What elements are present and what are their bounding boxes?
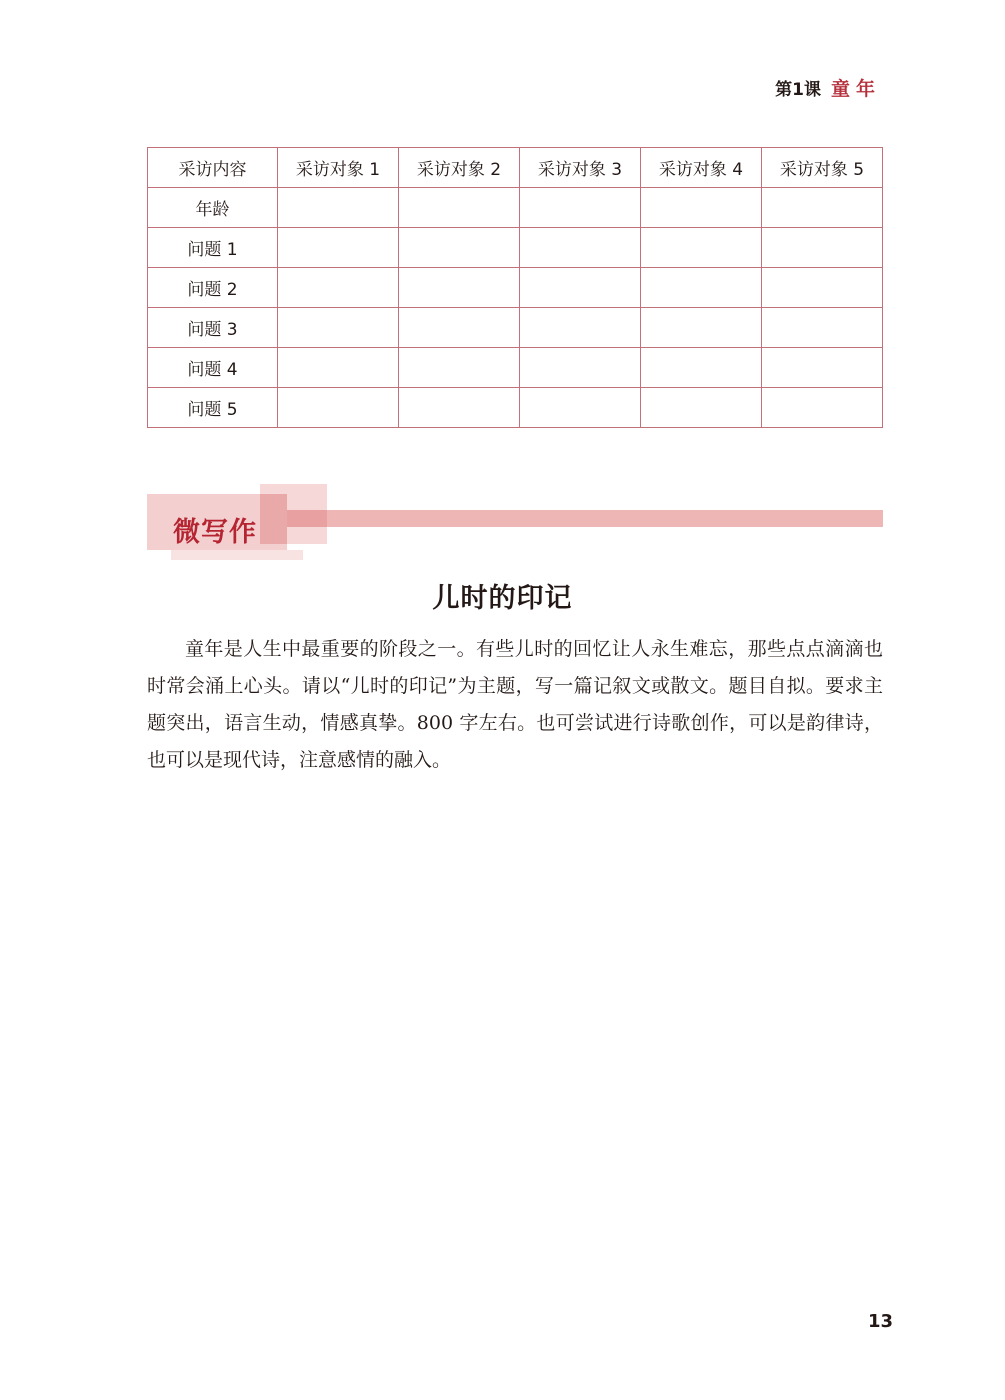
- lesson-number: 第1课: [775, 80, 821, 100]
- table-row: [148, 308, 883, 348]
- table-cell: [641, 228, 762, 268]
- table-cell: [641, 388, 762, 428]
- table-cell: [641, 308, 762, 348]
- essay-prompt: 童年是人生中最重要的阶段之一。有些儿时的回忆让人永生难忘，那些点点滴滴也时常会涌上心头。请以“儿时的印记”为主题，写一篇记叙文或散文。题目自拟。要求主题突出，语言生动，情感真挚。800 字左右。也可尝试进行诗歌创作，可以是韵律诗，也可以是现代诗，注意感情的融入。: [147, 638, 883, 771]
- table-row: [148, 268, 883, 308]
- table-cell: [278, 388, 399, 428]
- table-row: [148, 228, 883, 268]
- essay-title: 儿时的印记: [432, 583, 573, 614]
- table-row: [148, 348, 883, 388]
- row-label: 问题 5: [148, 388, 278, 428]
- table-cell: [278, 188, 399, 228]
- table-cell: [520, 388, 641, 428]
- row-label: 年龄: [148, 188, 278, 228]
- page-header: [775, 74, 881, 101]
- table-cell: [762, 388, 883, 428]
- table-cell: [762, 188, 883, 228]
- row-label: 问题 3: [148, 308, 278, 348]
- table-cell: [399, 188, 520, 228]
- table-cell: [399, 388, 520, 428]
- table-cell: [278, 228, 399, 268]
- table-cell: [762, 308, 883, 348]
- table-cell: [520, 348, 641, 388]
- column-header: 采访对象 1: [278, 148, 399, 188]
- table-cell: [520, 228, 641, 268]
- banner-decoration: [260, 494, 287, 544]
- lesson-title: 童年: [830, 78, 881, 100]
- table-cell: [641, 268, 762, 308]
- column-header: 采访对象 5: [762, 148, 883, 188]
- row-label: 问题 1: [148, 228, 278, 268]
- page-number: 13: [867, 1311, 893, 1332]
- table-cell: [278, 348, 399, 388]
- table-cell: [762, 228, 883, 268]
- table-cell: [399, 268, 520, 308]
- column-header: 采访对象 2: [399, 148, 520, 188]
- banner-decoration: [171, 550, 303, 560]
- table-cell: [762, 348, 883, 388]
- section-banner: [147, 484, 883, 560]
- table-row: [148, 388, 883, 428]
- row-label: 问题 4: [148, 348, 278, 388]
- column-header: 采访对象 3: [520, 148, 641, 188]
- interview-table: [147, 147, 883, 428]
- table-cell: [520, 268, 641, 308]
- row-label: 问题 2: [148, 268, 278, 308]
- table-cell: [399, 308, 520, 348]
- table-row: [148, 188, 883, 228]
- table-cell: [278, 268, 399, 308]
- section-label: 微写作: [173, 517, 257, 548]
- table-cell: [520, 308, 641, 348]
- table-header-row: [148, 148, 883, 188]
- column-header: 采访内容: [148, 148, 278, 188]
- table-cell: [641, 348, 762, 388]
- column-header: 采访对象 4: [641, 148, 762, 188]
- banner-bar: [287, 510, 883, 527]
- table-cell: [641, 188, 762, 228]
- table-cell: [520, 188, 641, 228]
- table-cell: [762, 268, 883, 308]
- table-cell: [399, 228, 520, 268]
- banner-bar-accent: [287, 510, 327, 527]
- table-cell: [399, 348, 520, 388]
- table-cell: [278, 308, 399, 348]
